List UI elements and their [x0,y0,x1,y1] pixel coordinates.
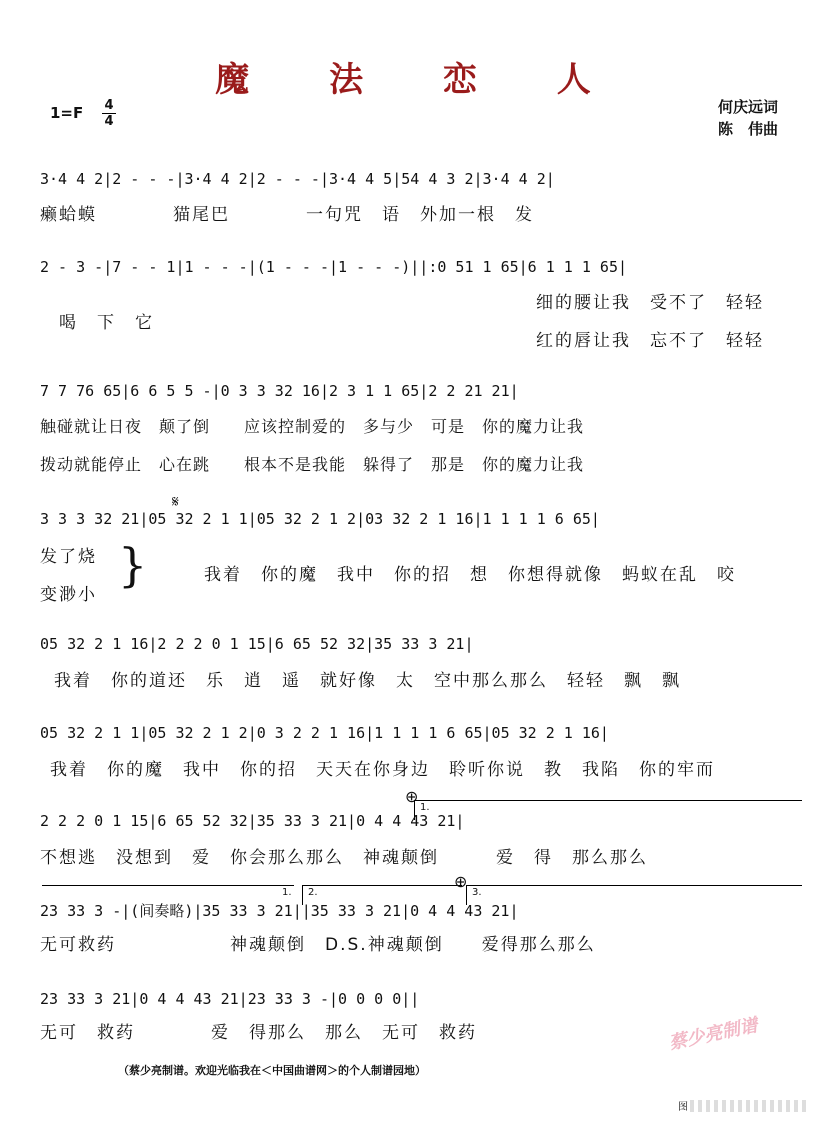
notes-line-9: 23 33 3 21|0 4 4 43 21|23 33 3 -|0 0 0 0|| [40,990,420,1008]
brace-icon: } [118,538,148,592]
lyrics-line-2a: 喝 下 它 [40,313,154,333]
notes-line-7: 2 2 2 0 1 15|6 65 52 32|35 33 3 21|0 4 4 43 21| [40,812,465,830]
notes-line-1: 3·4 4 2|2 - - -|3·4 4 2|2 - - -|3·4 4 5|54 4 3 2|3·4 4 2| [40,170,555,188]
lyrics-line-4a: 发了烧 [40,547,97,567]
corner-strip [690,1100,810,1112]
meter-bottom: 4 [104,114,114,129]
lyrics-line-1: 癞蛤蟆 猫尾巴 一句咒 语 外加一根 发 [40,205,534,225]
meter-top: 4 [104,98,114,113]
lyrics-line-4b: 变渺小 [40,585,97,605]
notes-line-4: 3 3 3 32 21|05 32 2 1 1|05 32 2 1 2|03 32 2 1 16|1 1 1 1 6 65| [40,510,600,528]
lyrics-line-2b: 细的腰让我 受不了 轻轻 [536,293,764,313]
lyrics-line-7: 不想逃 没想到 爱 你会那么那么 神魂颠倒 爱 得 那么那么 [40,848,648,868]
volta-bracket-2 [302,885,462,886]
time-signature [100,98,118,129]
notes-line-6: 05 32 2 1 1|05 32 2 1 2|0 3 2 2 1 16|1 1 1 1 6 65|05 32 2 1 16| [40,724,609,742]
volta-bracket-3 [466,885,802,886]
volta-1-label: 1. [420,802,430,813]
lyrics-line-5: 我着 你的道还 乐 逍 遥 就好像 太 空中那么那么 轻轻 飘 飘 [54,671,681,691]
composer: 陈 伟曲 [718,120,779,138]
corner-mark: 图 [678,1102,688,1113]
key-signature: 1=F [50,104,84,122]
segno-icon: 𝄋 [172,492,179,511]
lyrics-line-9: 无可 救药 爱 得那么 那么 无可 救药 [40,1023,477,1043]
coda-icon-2: ⊕ [454,872,468,891]
volta-3-label: 3. [472,887,482,898]
notes-line-2: 2 - 3 -|7 - - 1|1 - - -|(1 - - -|1 - - -)||:0 51 1 65|6 1 1 1 65| [40,258,627,276]
lyrics-line-3a: 触碰就让日夜 颠了倒 应该控制爱的 多与少 可是 你的魔力让我 [40,417,585,436]
volta-2-label: 2. [308,887,318,898]
lyrics-line-8: 无可救药 神魂颠倒 D.S.神魂颠倒 爱得那么那么 [40,935,596,955]
volta-bracket-1-cont [42,885,294,886]
lyrics-line-2c: 红的唇让我 忘不了 轻轻 [536,331,764,351]
footer-note: （蔡少亮制谱。欢迎光临我在＜中国曲谱网＞的个人制谱园地） [118,1064,426,1077]
song-title: 魔 法 恋 人 [215,60,625,100]
notes-line-5: 05 32 2 1 16|2 2 2 0 1 15|6 65 52 32|35 33 3 21| [40,635,474,653]
lyricist: 何庆远词 [718,98,779,116]
lyrics-line-4c: 我着 你的魔 我中 你的招 想 你想得就像 蚂蚁在乱 咬 [204,565,736,585]
notes-line-8: 23 33 3 -|(间奏略)|35 33 3 21||35 33 3 21|0 4 4 43 21| [40,902,519,920]
volta-1-end-label: 1. [282,887,292,898]
notes-line-3: 7 7 76 65|6 6 5 5 -|0 3 3 32 16|2 3 1 1 65|2 2 21 21| [40,382,519,400]
volta-bracket-1 [414,800,802,801]
coda-icon: ⊕ [405,787,419,806]
watermark-text: 蔡少亮制谱 [667,1014,760,1055]
lyrics-line-6: 我着 你的魔 我中 你的招 天天在你身边 聆听你说 教 我陷 你的牢而 [50,760,715,780]
lyrics-line-3b: 拨动就能停止 心在跳 根本不是我能 躲得了 那是 你的魔力让我 [40,455,585,474]
